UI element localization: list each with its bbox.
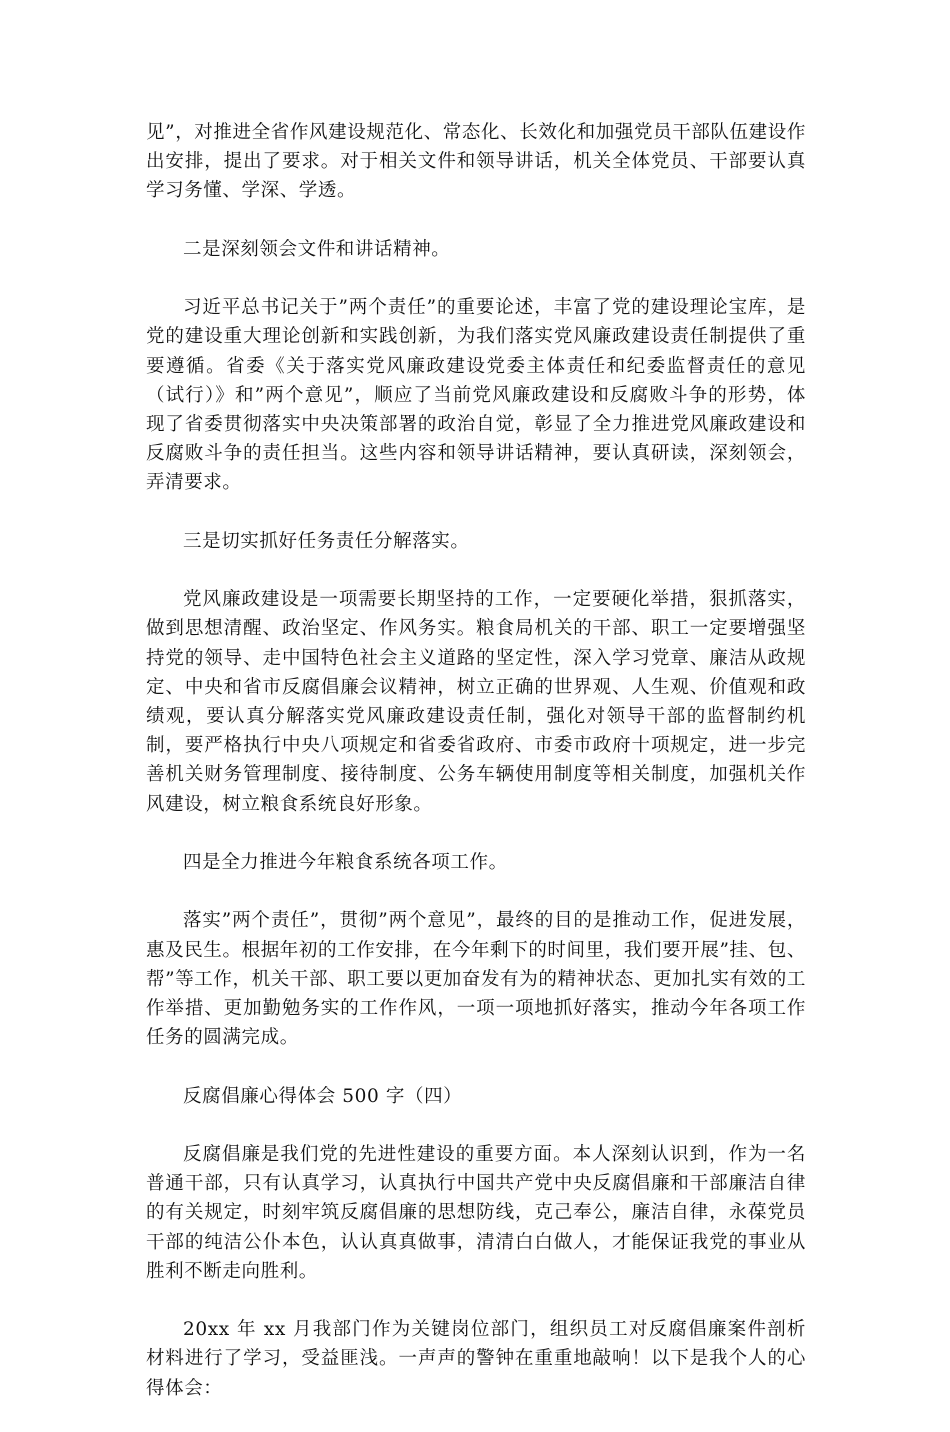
document-page <box>146 118 806 1432</box>
section-heading-2: 二是深刻领会文件和讲话精神。 <box>183 238 451 260</box>
body-paragraph-3: 党风廉政建设是一项需要长期坚持的工作，一定要硬化举措，狠抓落实，做到思想清醒、政治坚定、作风务实。粮食局机关的干部、职工一定要增强坚持党的领导、走中国特色社会主义道路的坚定性，深入学习党章、廉洁从政规定、中央和省市反腐倡廉会议精神，树立正确的世界观、人生观、价值观和政绩观，要认真分解落实党风廉政建设责任制，强化对领导干部的监督制约机制，要严格执行中央八项规定和省委省政府、市委市政府十项规定，进一步完善机关财务管理制度、接待制度、公务车辆使用制度等相关制度，加强机关作风建设，树立粮食系统良好形象。 <box>146 589 806 815</box>
section-heading-4: 四是全力推进今年粮食系统各项工作。 <box>183 852 508 873</box>
body-paragraph-2: 习近平总书记关于”两个责任”的重要论述，丰富了党的建设理论宝库，是党的建设重大理论创新和实践创新，为我们落实党风廉政建设责任制提供了重要遵循。省委《关于落实党风廉政建设党委主体责任和纪委监督责任的意见（试行）》和”两个意见”，顺应了当前党风廉政建设和反腐败斗争的形势，体现了省委贯彻落实中央决策部署的政治自觉，彰显了全力推进党风廉政建设和反腐败斗争的责任担当。这些内容和领导讲话精神，要认真研读，深刻领会，弄清要求。 <box>146 297 806 494</box>
body-paragraph-1: 见”，对推进全省作风建设规范化、常态化、长效化和加强党员干部队伍建设作出安排，提出了要求。对于相关文件和领导讲话，机关全体党员、干部要认真学习务懂、学深、学透。 <box>146 122 806 202</box>
section-heading-3: 三是切实抓好任务责任分解落实。 <box>183 530 470 552</box>
body-paragraph-6: 20xx 年 xx 月我部门作为关键岗位部门，组织员工对反腐倡廉案件剖析材料进行了学习，受益匪浅。一声声的警钟在重重地敲响！以下是我个人的心得体会： <box>146 1319 806 1399</box>
body-paragraph-4: 落实”两个责任”，贯彻”两个意见”，最终的目的是推动工作，促进发展，惠及民生。根据年初的工作安排，在今年剩下的时间里，我们要开展”挂、包、帮”等工作，机关干部、职工要以更加奋发有为的精神状态、更加扎实有效的工作举措、更加勤勉务实的工作作风，一项一项地抓好落实，推动今年各项工作任务的圆满完成。 <box>146 910 806 1049</box>
body-paragraph-5: 反腐倡廉是我们党的先进性建设的重要方面。本人深刻认识到，作为一名普通干部，只有认真学习，认真执行中国共产党中央反腐倡廉和干部廉洁自律的有关规定，时刻牢筑反腐倡廉的思想防线，克己奉公，廉洁自律，永葆党员干部的纯洁公仆本色，认认真真做事，清清白白做人，才能保证我党的事业从胜利不断走向胜利。 <box>146 1143 806 1282</box>
article-title: 反腐倡廉心得体会 500 字（四） <box>183 1085 463 1107</box>
